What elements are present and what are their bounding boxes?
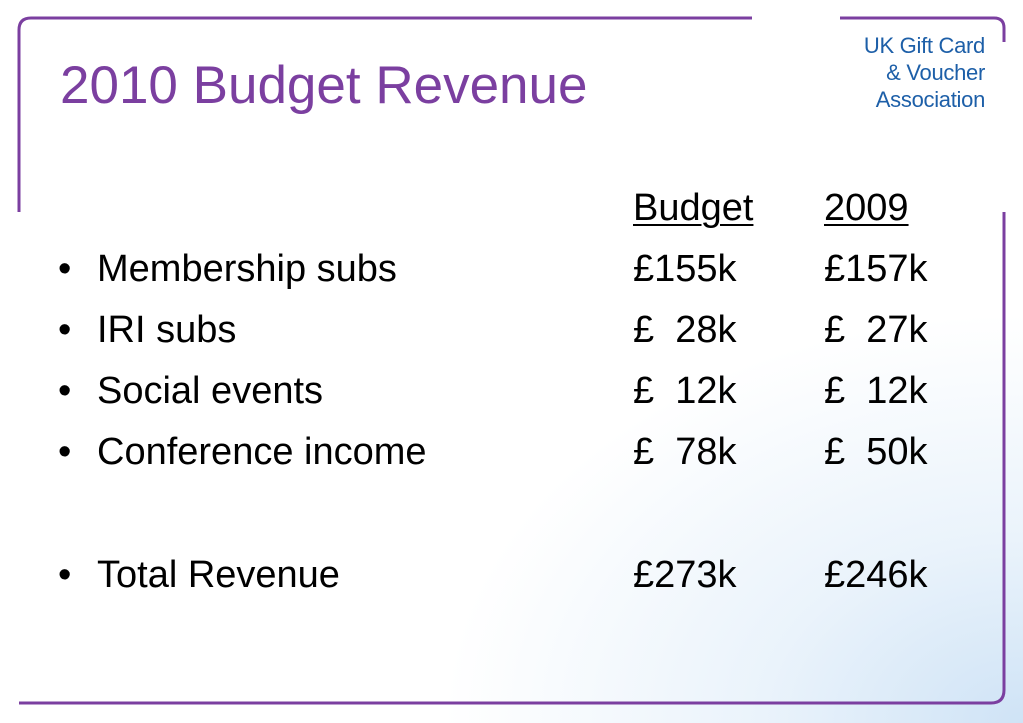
table-row [58, 361, 978, 422]
column-header-budget: Budget [633, 187, 754, 229]
table-total-row [58, 545, 978, 606]
budget-value: £155k [633, 248, 737, 290]
spacer-row [58, 483, 978, 545]
budget-value: £ 28k [633, 309, 737, 351]
row-label: Membership subs [97, 248, 397, 290]
table-row [58, 239, 978, 300]
bullet: • [58, 309, 72, 351]
total-budget-value: £273k [633, 554, 737, 596]
prior-year-value: £ 12k [824, 370, 928, 412]
total-prior-year-value: £246k [824, 554, 928, 596]
association-logo [835, 32, 985, 113]
bullet: • [58, 248, 72, 290]
budget-value: £ 78k [633, 431, 737, 473]
column-header-2009: 2009 [824, 187, 909, 229]
prior-year-value: £ 50k [824, 431, 928, 473]
page-title: 2010 Budget Revenue [60, 56, 588, 115]
bullet: • [58, 554, 72, 596]
budget-value: £ 12k [633, 370, 737, 412]
logo-line: Association [875, 87, 985, 112]
revenue-table [58, 178, 978, 606]
table-row [58, 422, 978, 483]
total-label: Total Revenue [97, 554, 340, 596]
table-header-row [58, 178, 978, 239]
prior-year-value: £157k [824, 248, 928, 290]
row-label: IRI subs [97, 309, 237, 351]
table-row [58, 300, 978, 361]
logo-line: UK Gift Card [863, 33, 985, 58]
bullet: • [58, 370, 72, 412]
logo-line: & Voucher [886, 60, 985, 85]
row-label: Social events [97, 370, 324, 412]
prior-year-value: £ 27k [824, 309, 928, 351]
row-label: Conference income [97, 431, 427, 473]
bullet: • [58, 431, 72, 473]
